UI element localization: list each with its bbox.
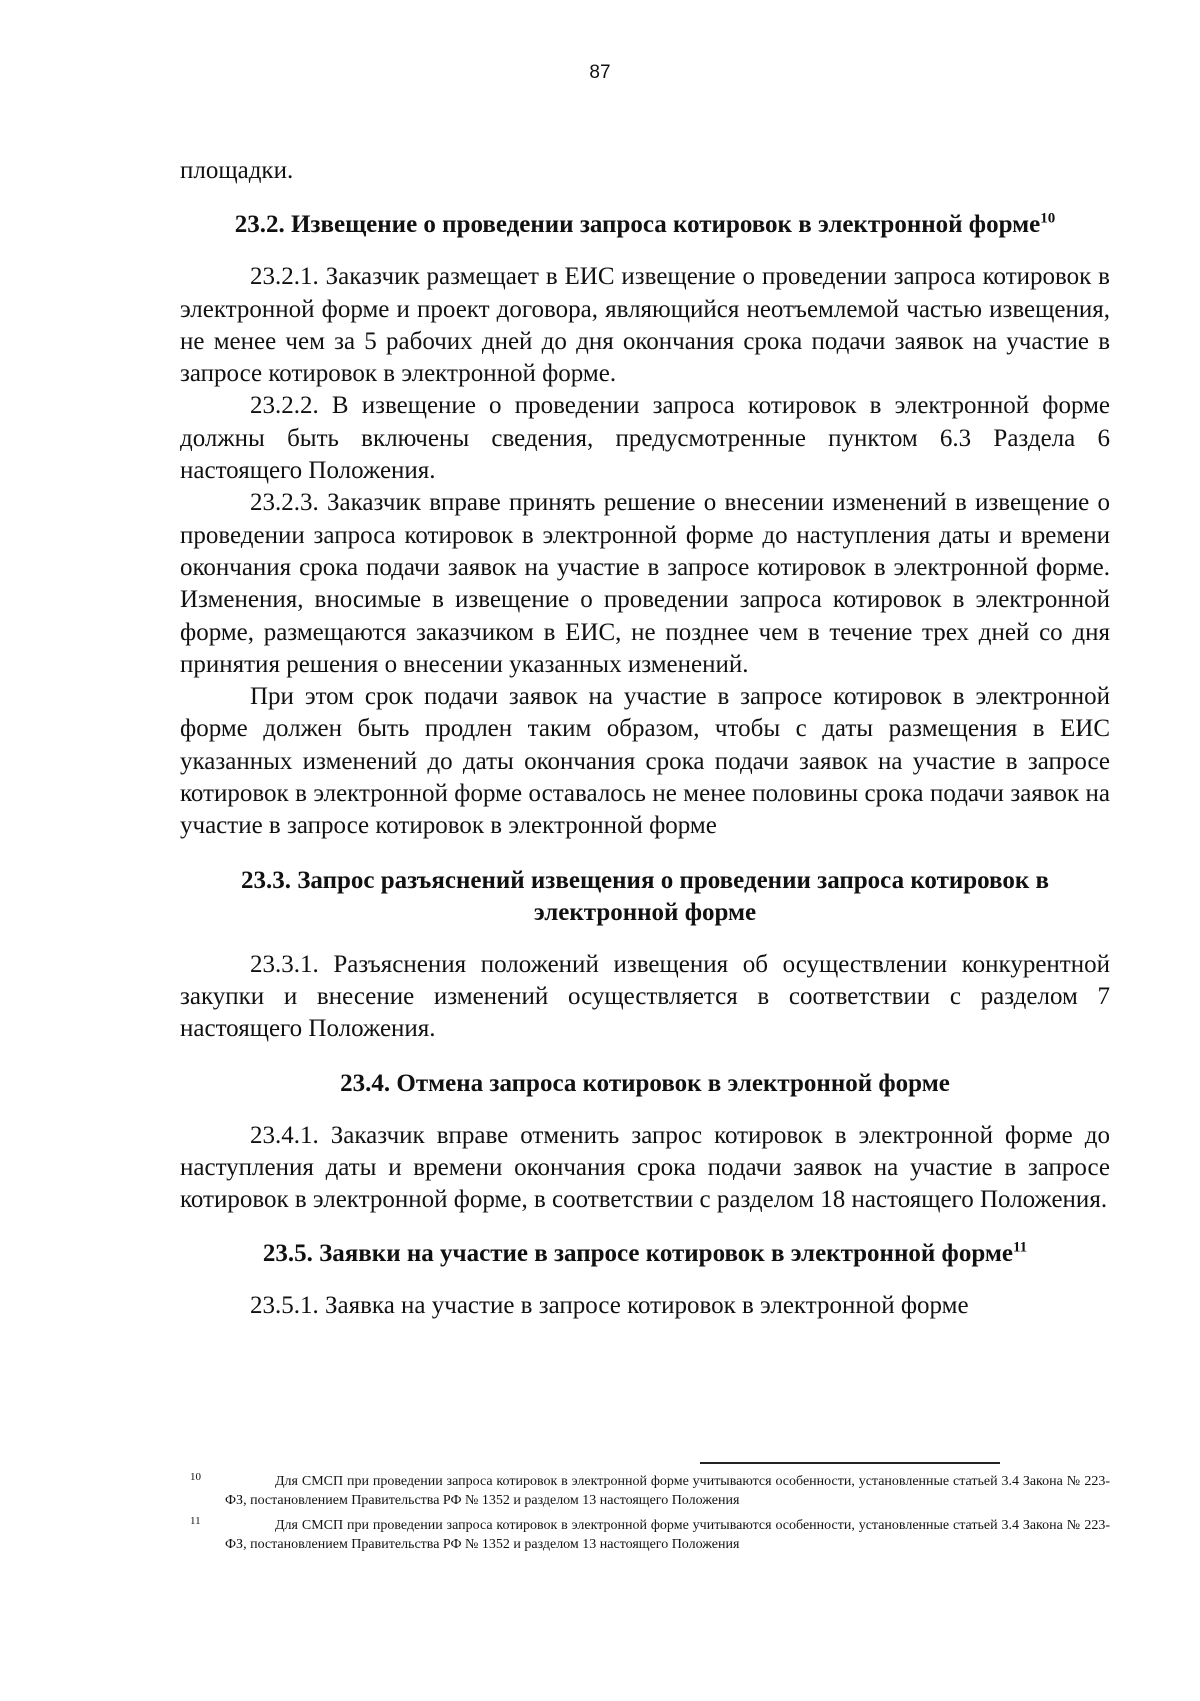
section-heading-23-2: 23.2. Извещение о проведении запроса котировок в электронной форме$^{10}$	[234, 210, 1056, 239]
footnote-11	[190, 1516, 1110, 1554]
footnote-10	[190, 1472, 1110, 1510]
paragraph-23-2-1: 23.2.1. Заказчик размещает в ЕИС извещение о проведении запроса котировок в электронной форме и проект договора, являющийся неотъемлемой частью извещения, не менее чем за 5 рабочих дней до дня окончания срока подачи заявок на участие в запросе котировок в электронной форме.	[180, 263, 1110, 388]
paragraph-23-4-1: 23.4.1. Заказчик вправе отменить запрос котировок в электронной форме до наступления даты и времени окончания срока подачи заявок на участие в запросе котировок в электронной форме, в соответствии с разделом 18 настоящего Положения.	[180, 1121, 1110, 1214]
section-heading-23-4: 23.4. Отмена запроса котировок в электронной форме	[340, 1069, 950, 1097]
footnote-ref-10: 10	[1040, 210, 1056, 227]
footnotes	[190, 1472, 1110, 1560]
carry-over-text: площадки.	[180, 157, 294, 184]
footnote-text: Для СМСП при проведении запроса котировок в электронной форме учитываются особенности, установленные статьей 3.4 Закона № 223-ФЗ, постановлением Правительства РФ № 1352 и разделом 13 настоящего Положения	[225, 1474, 1110, 1508]
section-heading-23-5: 23.5. Заявки на участие в запросе котировок в электронной форме$^{11}$	[262, 1240, 1028, 1268]
paragraph-23-2-3-continued: При этом срок подачи заявок на участие в запросе котировок в электронной форме должен быть продлен таким образом, чтобы с даты размещения в ЕИС указанных изменений до даты окончания срока подачи заявок на участие в запросе котировок в электронной форме оставалось не менее половины срока подачи заявок на участие в запросе котировок в электронной форме	[180, 683, 1110, 840]
page-body	[180, 155, 1110, 1323]
footnote-mark: 11	[190, 1515, 201, 1527]
paragraph-23-3-1: 23.3.1. Разъяснения положений извещения об осуществлении конкурентной закупки и внесение изменений осуществляется в соответствии с разделом 7 настоящего Положения.	[180, 950, 1110, 1043]
paragraph-23-2-3: 23.2.3. Заказчик вправе принять решение о внесении изменений в извещение о проведении запроса котировок в электронной форме до наступления даты и времени окончания срока подачи заявок на участие в запросе котировок в электронной форме. Изменения, вносимые в извещение о проведении запроса котировок в электронной форме, размещаются заказчиком в ЕИС, не позднее чем в течение трех дней со дня принятия решения о внесении указанных изменений.	[180, 489, 1110, 678]
footnote-divider	[700, 1462, 1000, 1464]
footnote-text: Для СМСП при проведении запроса котировок в электронной форме учитываются особенности, установленные статьей 3.4 Закона № 223-ФЗ, постановлением Правительства РФ № 1352 и разделом 13 настоящего Положения	[225, 1518, 1110, 1552]
paragraph-23-2-2: 23.2.2. В извещение о проведении запроса котировок в электронной форме должны быть включены сведения, предусмотренные пунктом 6.3 Раздела 6 настоящего Положения.	[180, 392, 1110, 485]
section-heading-23-3: 23.3. Запрос разъяснений извещения о проведении запроса котировок в электронной форме	[240, 866, 1050, 926]
page-number: 87	[589, 62, 611, 83]
footnote-ref-11: 11	[1012, 1240, 1028, 1257]
footnote-mark: 10	[190, 1471, 201, 1483]
paragraph-23-5-1: 23.5.1. Заявка на участие в запросе котировок в электронной форме	[250, 1292, 969, 1320]
